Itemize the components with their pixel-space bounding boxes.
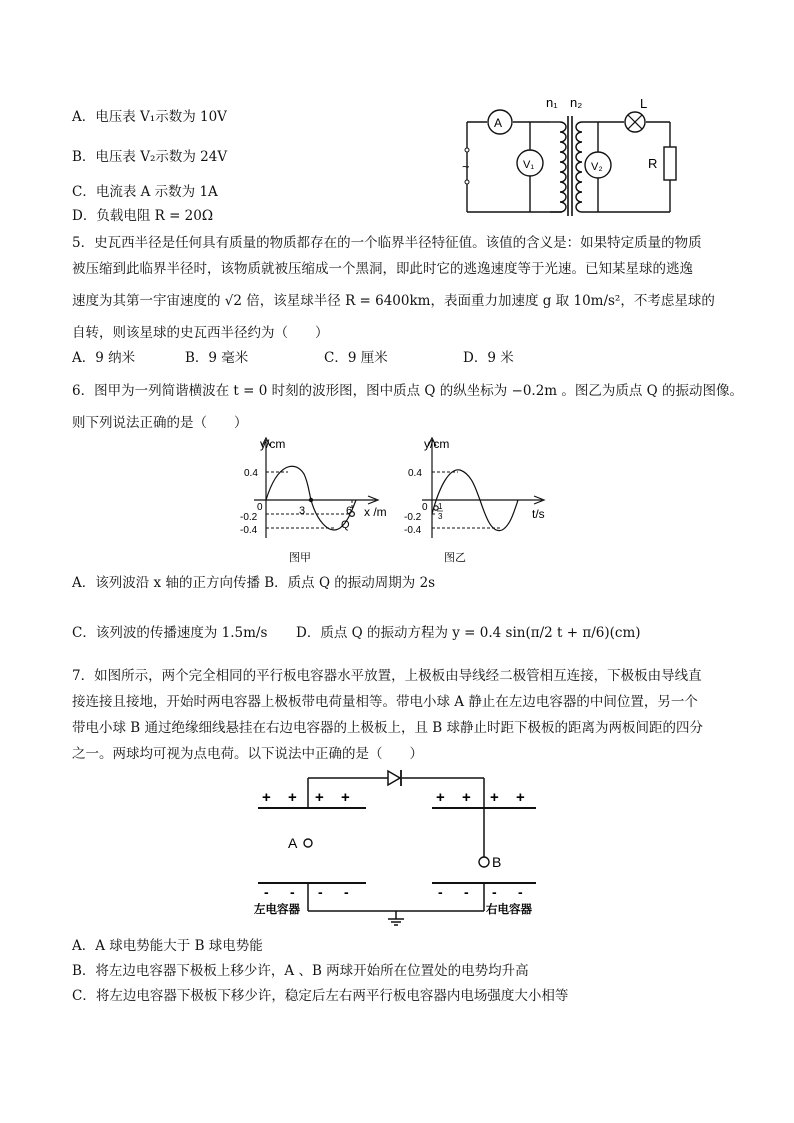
left-bottom-minus-1: - [264,884,269,900]
left-top-plus-3: + [315,789,324,806]
lamp-label: L [640,96,648,111]
transformer-circuit-diagram [460,92,690,222]
left-top-plus-2: + [288,789,297,806]
q5-option-a: A．9 纳米 [72,350,136,366]
jia-point-q-label: Q [341,519,350,531]
q7-option-b: B．将左边电容器下极板上移少许，A 、B 两球开始所在位置处的电势均升高 [72,963,529,979]
left-bottom-minus-4: - [344,884,349,900]
capacitor-diode-diagram [248,766,548,932]
jia-tick-6: 6 [346,505,353,517]
diode-symbol [388,770,401,786]
right-bottom-minus-1: - [438,884,443,900]
jia-xlabel: x /m [364,505,387,519]
jia-caption: 图甲 [289,552,311,564]
q5-stem-line-3: 速度为其第一宇宙速度的 √2 倍，该星球半径 R = 6400km，表面重力加速度 g 取 10m/s²，不考虑星球的 [72,293,715,309]
ammeter-label: A [494,116,503,130]
ac-source-symbol: ~ [462,159,470,174]
right-top-plus-3: + [490,789,499,806]
yi-tick-04: 0.4 [408,468,422,479]
jia-tick-04: 0.4 [244,468,258,479]
lamp-symbol [625,112,645,132]
q4-option-c: C．电流表 A 示数为 1A [72,184,218,200]
q6-option-d: D．质点 Q 的振动方程为 y = 0.4 sin(π/2 t + π/6)(cm) [296,625,641,641]
left-top-plus-1: + [262,789,271,806]
yi-origin: 0 [422,502,428,513]
jia-origin: 0 [257,502,263,513]
right-bottom-minus-2: - [464,884,469,900]
q4-option-a: A．电压表 V₁示数为 10V [72,109,227,125]
q7-option-a: A．A 球电势能大于 B 球电势能 [72,938,263,954]
right-top-plus-2: + [462,789,471,806]
left-capacitor-label: 左电容器 [254,904,300,916]
right-top-plus-4: + [516,789,525,806]
q6-stem-line-1: 6．图甲为一列简谐横波在 t = 0 时刻的波形图，图中质点 Q 的纵坐标为 −0.2m 。图乙为质点 Q 的振动图像。 [72,383,744,399]
n2-label: n₂ [570,95,583,110]
q6-option-ab: A．该列波沿 x 轴的正方向传播 B．质点 Q 的振动周期为 2s [72,575,436,591]
resistor-label: R [648,156,658,171]
q7-stem-line-4: 之一。两球均可视为点电荷。以下说法中正确的是（ ） [72,746,423,762]
q5-option-c: C．9 厘米 [324,350,388,366]
jia-tick-m04: -0.4 [240,525,258,536]
left-bottom-minus-3: - [318,884,323,900]
jia-tick-3: 3 [299,505,306,517]
q5-option-d: D．9 米 [463,350,514,366]
vibration-graph-yi [400,434,550,566]
n1-label: n₁ [546,95,558,110]
ball-a [304,839,312,847]
q6-stem-line-2: 则下列说法正确的是（ ） [72,415,248,431]
jia-ylabel: y/cm [260,437,286,451]
left-top-plus-4: + [341,789,350,806]
q7-option-c: C．将左边电容器下极板下移少许，稳定后左右两平行板电容器内电场强度大小相等 [72,988,569,1004]
q5-stem-line-4: 自转，则该星球的史瓦西半径约为（ ） [72,325,329,341]
ball-b-label: B [492,854,502,870]
yi-ylabel: y/cm [424,437,450,451]
q4-option-b: B．电压表 V₂示数为 24V [72,149,228,165]
yi-tick-numerator: 1 [438,502,443,511]
q7-stem-line-2: 接连接且接地，开始时两电容器上极板带电荷量相等。带电小球 A 静止在左边电容器的中间位置，另一个 [72,694,698,710]
right-bottom-minus-3: - [492,884,497,900]
right-top-plus-1: + [436,789,445,806]
jia-tick-m02: -0.2 [240,512,258,523]
ball-b [479,857,489,867]
q4-option-d: D．负载电阻 R = 20Ω [72,208,214,224]
yi-caption: 图乙 [444,552,466,564]
yi-tick-m02: -0.2 [404,512,422,523]
q7-stem-line-3: 带电小球 B 通过绝缘细线悬挂在右边电容器的上极板上，且 B 球静止时距下极板的距离为两板间距的四分 [72,720,704,736]
resistor-symbol [664,147,676,180]
yi-tick-m04: -0.4 [404,525,422,536]
yi-tick-denominator: 3 [438,512,443,521]
yi-xlabel: t/s [532,507,545,521]
ball-a-label: A [288,835,298,851]
right-bottom-minus-4: - [518,884,523,900]
q7-stem-line-1: 7．如图所示，两个完全相同的平行板电容器水平放置，上极板由导线经二极管相互连接，下极板由导线直 [72,668,702,684]
left-bottom-minus-2: - [290,884,295,900]
q5-option-b: B．9 毫米 [185,350,249,366]
wave-graph-jia [236,434,396,566]
v1-label: V₁ [523,159,535,171]
right-capacitor-label: 右电容器 [486,904,532,916]
q6-option-c: C．该列波的传播速度为 1.5m/s [72,625,268,641]
q5-stem-line-1: 5．史瓦西半径是任何具有质量的物质都存在的一个临界半径特征值。该值的含义是：如果特定质量的物质 [72,235,702,251]
q5-stem-line-2: 被压缩到此临界半径时，该物质就被压缩成一个黑洞，即此时它的逃逸速度等于光速。已知某星球的逃逸 [72,261,693,277]
v2-label: V₂ [591,161,603,173]
